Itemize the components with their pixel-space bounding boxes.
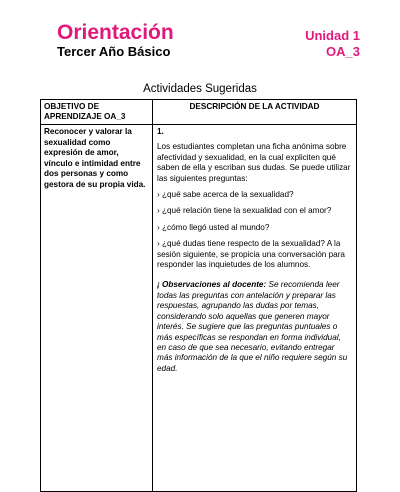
question-item: › ¿qué sabe acerca de la sexualidad? — [157, 190, 294, 200]
table-row — [41, 125, 357, 492]
description-cell — [153, 125, 357, 492]
objective-column-header: OBJETIVO DE APRENDIZAJE OA_3 — [41, 100, 153, 125]
page-subtitle: Tercer Año Básico — [57, 44, 171, 59]
activity-number: 1. — [157, 127, 164, 136]
page-title: Orientación — [57, 21, 174, 44]
objective-cell: Reconocer y valorar la sexualidad como expresión de amor, vínculo e intimidad entre dos personas y como gestora de su propia vida. — [41, 125, 153, 492]
description-column-header: DESCRIPCIÓN DE LA ACTIVIDAD — [153, 100, 357, 125]
teacher-observations — [157, 280, 352, 374]
question-item: › ¿qué dudas tiene respecto de la sexualidad? A la sesión siguiente, se propicia una conversación para responder las inquietudes de los alumnos. — [157, 239, 345, 270]
oa-label: OA_3 — [326, 44, 360, 59]
activities-table — [40, 99, 357, 492]
observations-text: Se recomienda leer todas las preguntas con antelación y preparar las respuestas, agrupando las dudas por temas, considerando solo aquellas que generen mayor interés. Se sugiere que las preguntas puntuales o más específicas se respondan en forma individual, en caso de que sea necesario, evitando entregar más información de la que el niño requiere según su edad. — [157, 280, 348, 373]
question-item: › ¿qué relación tiene la sexualidad con el amor? — [157, 206, 332, 216]
activity-intro: Los estudiantes completan una ficha anónima sobre afectividad y sexualidad, en la cual expliciten qué saben de ella y escriban sus dudas. Se puede utilizar las siguientes preguntas: — [157, 142, 351, 183]
observations-label: ¡ Observaciones al docente: — [157, 280, 267, 290]
table-header-row — [41, 100, 357, 125]
question-item: › ¿cómo llegó usted al mundo? — [157, 222, 270, 232]
section-title: Actividades Sugeridas — [143, 83, 257, 95]
unit-label: Unidad 1 — [305, 28, 360, 43]
